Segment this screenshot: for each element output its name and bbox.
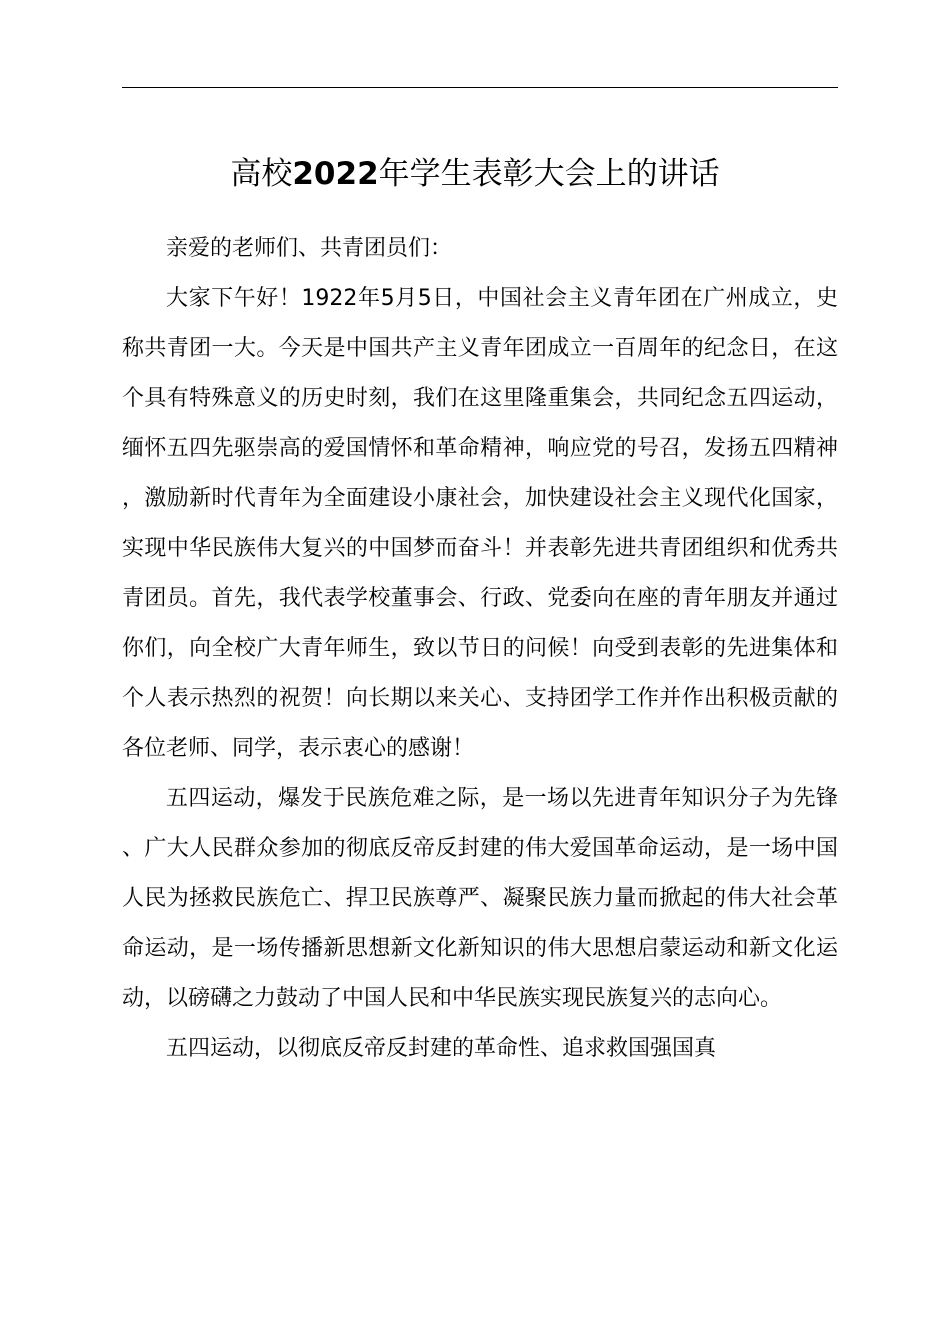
document-body [122, 224, 838, 1074]
opening-paragraph: 大家下午好！1922年5月5日，中国社会主义青年团在广州成立，史称共青团一大。今天是中国共产主义青年团成立一百周年的纪念日，在这个具有特殊意义的历史时刻，我们在这里隆重集会，共同纪念五四运动，缅怀五四先驱崇高的爱国情怀和革命精神，响应党的号召，发扬五四精神，激励新时代青年为全面建设小康社会，加快建设社会主义现代化国家，实现中华民族伟大复兴的中国梦而奋斗！并表彰先进共青团组织和优秀共青团员。首先，我代表学校董事会、行政、党委向在座的青年朋友并通过你们，向全校广大青年师生，致以节日的问候！向受到表彰的先进集体和个人表示热烈的祝贺！向长期以来关心、支持团学工作并作出积极贡献的各位老师、同学，表示衷心的感谢！ [122, 286, 838, 761]
may-fourth-history-paragraph: 五四运动，爆发于民族危难之际，是一场以先进青年知识分子为先锋、广大人民群众参加的彻底反帝反封建的伟大爱国革命运动，是一场中国人民为拯救民族危亡、捍卫民族尊严、凝聚民族力量而掀起的伟大社会革命运动，是一场传播新思想新文化新知识的伟大思想启蒙运动和新文化运动，以磅礴之力鼓动了中国人民和中华民族实现民族复兴的志向心。 [122, 786, 838, 1011]
may-fourth-spirit-paragraph: 五四运动，以彻底反帝反封建的革命性、追求救国强国真 [166, 1036, 717, 1061]
title-year: 2022 [292, 156, 379, 192]
header-rule [122, 87, 838, 88]
salutation-paragraph: 亲爱的老师们、共青团员们： [166, 236, 453, 261]
title-suffix: 年学生表彰大会上的讲话 [378, 156, 720, 192]
document-title [0, 148, 950, 200]
title-prefix: 高校 [230, 156, 293, 192]
